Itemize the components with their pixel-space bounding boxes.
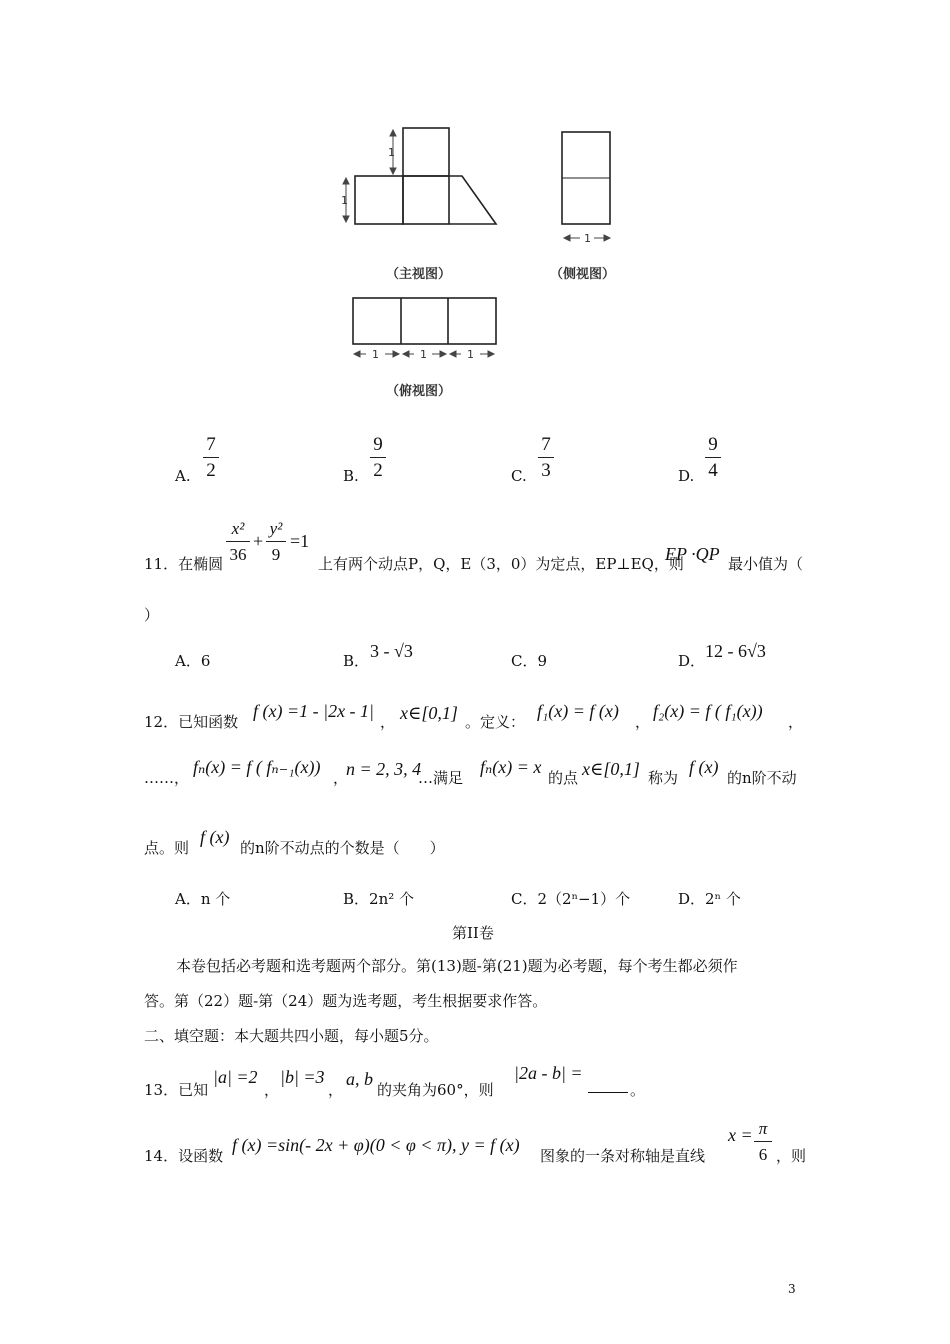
dim-front-left: 1 (341, 194, 348, 207)
q10-option-a-label: A. (175, 467, 191, 485)
q12-option-d: D．2ⁿ 个 (678, 890, 741, 908)
q13-number: 13．已知 (144, 1081, 209, 1099)
q13-angle: 的夹角为60°，则 (377, 1081, 494, 1099)
part2-intro-line2: 答。第（22）题-第（24）题为选考题，考生根据要求作答。 (144, 992, 548, 1010)
q11-option-d-value: 12 - 6√3 (705, 641, 766, 661)
q12-f1: f₁(x) = f (x) (537, 701, 619, 721)
q12-comma-4: ， (333, 769, 349, 787)
q14-function: f (x) =sin(- 2x + φ)(0 < φ < π), y = f (x) (232, 1135, 520, 1155)
q12-n-values: n = 2, 3, 4 (346, 759, 422, 779)
q11-tail: 最小值为（ (728, 555, 804, 573)
q13-end: 。 (630, 1081, 646, 1099)
q11-frac-x: x² 36 (226, 518, 250, 566)
q11-option-a: A．6 (175, 652, 211, 670)
q13-comma-1: ， (264, 1081, 280, 1099)
q11-vector-product: EP ·QP (665, 544, 720, 564)
q10-option-d-frac: 9 4 (705, 434, 721, 482)
q12-fn: fₙ(x) = f ( fₙ₋₁(x)) (193, 757, 321, 777)
q11-text: 上有两个动点P，Q，E（3，0）为定点，EP⊥EQ，则 (318, 555, 684, 573)
q12-called: 称为 (648, 769, 679, 787)
dim-side: 1 (584, 232, 591, 245)
q12-fn-eq-x: fₙ(x) = x (480, 757, 542, 777)
q10-option-c-frac: 7 3 (538, 434, 554, 482)
q12-option-b: B．2n² 个 (343, 890, 415, 908)
q12-number: 12．已知函数 (144, 713, 239, 731)
q12-definition: 。定义： (465, 713, 526, 731)
dim-front-top: 1 (388, 146, 395, 159)
q11-eq: =1 (290, 531, 310, 551)
section-heading: 二、填空题：本大题共四小题，每小题5分。 (144, 1027, 439, 1045)
q12-comma-1: ， (380, 713, 396, 731)
q12-option-c: C．2（2ⁿ−1）个 (511, 890, 631, 908)
q10-option-b-frac: 9 2 (370, 434, 386, 482)
q14-number: 14．设函数 (144, 1147, 224, 1165)
q14-pi-over-6: π 6 (754, 1118, 772, 1166)
q13-ab: a, b (346, 1069, 373, 1089)
q11-plus: + (253, 531, 264, 551)
q14-text: 图象的一条对称轴是直线 (540, 1147, 706, 1165)
q12-line3-a: 点。则 (144, 839, 190, 857)
q12-n-fixed: 的n阶不动 (727, 769, 797, 787)
q11-option-c: C．9 (511, 652, 548, 670)
q10-option-a-frac: 7 2 (203, 434, 219, 482)
top-view-rect (353, 298, 496, 344)
dim-top-1: 1 (372, 348, 379, 361)
q12-comma-2: ， (635, 713, 651, 731)
dim-top-2: 1 (420, 348, 427, 361)
part2-intro-line1: 本卷包括必考题和选考题两个部分。第(13)题-第(21)题为必考题，每个考生都必须作 (176, 957, 738, 975)
q11-close-paren: ） (144, 606, 160, 624)
three-view-figure (330, 120, 630, 370)
q13-blank[interactable] (588, 1079, 628, 1097)
top-view-caption: （俯视图） (386, 384, 452, 399)
q12-domain: x∈[0,1] (400, 703, 458, 723)
q12-ellipsis: ……， (144, 769, 190, 787)
q12-line3-b: 的n阶不动点的个数是（ ） (240, 839, 445, 857)
q12-comma-3: ， (788, 713, 804, 731)
q12-f2: f₂(x) = f ( f₁(x)) (653, 701, 763, 721)
q11-number: 11．在椭圆 (144, 555, 224, 573)
front-view-triangle (449, 176, 496, 224)
front-view-left-square (355, 176, 403, 224)
q12-point: 的点 (548, 769, 579, 787)
q11-option-b-label: B． (343, 652, 370, 670)
q14-x-eq: x = (728, 1125, 753, 1145)
front-view-top-square (403, 128, 449, 176)
q10-option-d-label: D. (678, 467, 695, 485)
q12-x-in: x∈[0,1] (582, 759, 640, 779)
q10-option-b-label: B. (343, 467, 359, 485)
q13-expression: |2a - b| = (514, 1063, 583, 1083)
q10-option-c-label: C. (511, 467, 527, 485)
front-view-caption: （主视图） (386, 267, 452, 282)
front-view-mid-square (403, 176, 449, 224)
q11-option-d-label: D． (678, 652, 706, 670)
q14-end: ，则 (776, 1147, 807, 1165)
q12-fx: f (x) (689, 757, 719, 777)
q11-frac-y: y² 9 (266, 518, 286, 566)
q13-a-norm: |a| =2 (213, 1067, 258, 1087)
q12-function: f (x) =1 - |2x - 1| (253, 701, 374, 721)
q13-comma-2: ， (328, 1081, 344, 1099)
q12-option-a: A．n 个 (175, 890, 231, 908)
q13-b-norm: |b| =3 (280, 1067, 325, 1087)
side-view-caption: （侧视图） (550, 267, 616, 282)
q12-satisfies: …满足 (418, 769, 464, 787)
dim-top-3: 1 (467, 348, 474, 361)
q12-line3-fx: f (x) (200, 827, 230, 847)
q11-option-b-value: 3 - √3 (370, 641, 413, 661)
page-number: 3 (788, 1282, 796, 1296)
part2-title: 第II卷 (452, 924, 494, 942)
